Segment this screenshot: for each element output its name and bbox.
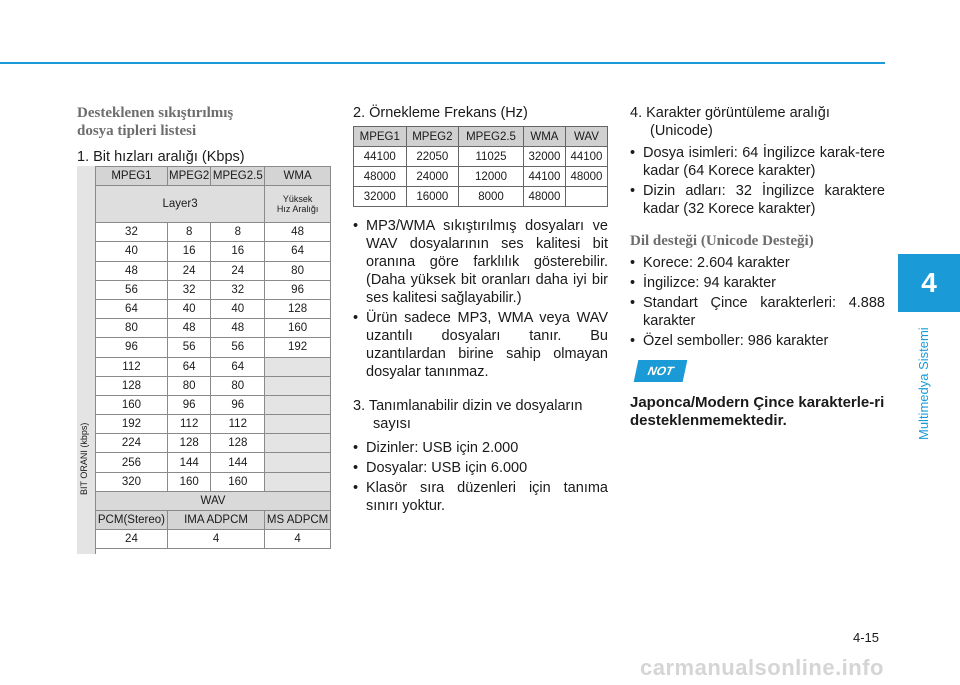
table-cell: 64	[167, 357, 211, 376]
table-cell: 24	[211, 261, 265, 280]
table-cell: 96	[265, 280, 331, 299]
frequency-table	[353, 126, 608, 207]
note-text: Japonca/Modern Çince karakterle-ri desteklenmemektedir.	[630, 394, 885, 429]
table-cell: 192	[96, 415, 168, 434]
section-heading	[77, 104, 327, 140]
table-cell: 12000	[459, 167, 524, 187]
table-header-cell: WAV	[565, 127, 607, 147]
table-cell: 24	[167, 261, 211, 280]
table-cell: 48	[211, 319, 265, 338]
language-list	[630, 254, 885, 350]
table-cell: 224	[96, 434, 168, 453]
table-cell	[265, 434, 331, 453]
wma-sub-cell	[265, 186, 331, 223]
table-cell: 80	[167, 376, 211, 395]
table-row	[96, 338, 331, 357]
table-row	[96, 395, 331, 414]
table-cell	[265, 357, 331, 376]
table-cell: 80	[211, 376, 265, 395]
table-cell: 160	[265, 319, 331, 338]
table-cell: 112	[167, 415, 211, 434]
bitrate-table-wrap	[77, 166, 331, 554]
table-cell: 128	[167, 434, 211, 453]
table-cell: 48000	[523, 187, 565, 207]
table-row	[96, 453, 331, 472]
bitrate-body	[96, 223, 331, 492]
table-cell	[265, 415, 331, 434]
item-count: 3. Tanımlanabilir dizin ve dosyaların	[353, 398, 583, 414]
table-cell	[265, 472, 331, 491]
table-cell: 80	[96, 319, 168, 338]
table-cell	[565, 187, 607, 207]
item-charset: 4. Karakter görüntüleme aralığı	[630, 105, 830, 121]
table-cell: 48	[96, 261, 168, 280]
wav-cell: WAV	[96, 491, 331, 510]
section-heading-line: dosya tipleri listesi	[77, 123, 197, 139]
table-row	[96, 299, 331, 318]
charset-list	[630, 144, 885, 218]
list-item: • Ürün sadece MP3, WMA veya WAV uzantılı dosyaları tanır. Bu uzantılardan birine sahip olmayan dosyalar tanınmaz.	[353, 309, 608, 381]
wav-value-cell: 4	[167, 530, 264, 549]
column-3	[630, 104, 885, 430]
list-item: • Korece: 2.604 karakter	[630, 254, 885, 272]
table-cell: 44100	[565, 147, 607, 167]
bitrate-table	[95, 166, 331, 549]
table-row	[96, 376, 331, 395]
top-rule	[0, 62, 885, 64]
list-item: • Özel semboller: 986 karakter	[630, 332, 885, 350]
table-header-cell: MPEG1	[96, 167, 168, 186]
bitrate-notes-list	[353, 217, 608, 381]
table-cell: 96	[211, 395, 265, 414]
table-cell: 96	[167, 395, 211, 414]
section-heading-line: Desteklenen sıkıştırılmış	[77, 105, 234, 121]
wav-header-row	[96, 511, 331, 530]
table-cell: 192	[265, 338, 331, 357]
table-cell: 16	[167, 242, 211, 261]
wav-header-cell: PCM(Stereo)	[96, 511, 168, 530]
table-cell: 112	[96, 357, 168, 376]
table-cell: 56	[96, 280, 168, 299]
table-row	[96, 434, 331, 453]
wav-value-cell: 4	[265, 530, 331, 549]
table-cell: 64	[265, 242, 331, 261]
table-row	[96, 357, 331, 376]
chapter-tab: 4	[898, 254, 960, 312]
table-cell: 128	[211, 434, 265, 453]
table-subheader-row	[96, 186, 331, 223]
item-count-cont: sayısı	[373, 416, 411, 432]
wav-values-row	[96, 530, 331, 549]
table-cell: 112	[211, 415, 265, 434]
table-cell: 56	[167, 338, 211, 357]
table-cell: 32	[167, 280, 211, 299]
table-cell: 160	[167, 472, 211, 491]
table-cell	[265, 395, 331, 414]
table-cell: 16000	[406, 187, 459, 207]
wav-header-cell: IMA ADPCM	[167, 511, 264, 530]
table-cell: 128	[96, 376, 168, 395]
table-header-cell: WMA	[265, 167, 331, 186]
table-cell: 16	[211, 242, 265, 261]
table-cell: 8	[167, 223, 211, 242]
table-cell: 44100	[354, 147, 407, 167]
list-item: • Dosyalar: USB için 6.000	[353, 459, 608, 477]
table-cell: 22050	[406, 147, 459, 167]
item-frequency: 2. Örnekleme Frekans (Hz)	[353, 105, 528, 121]
bitrate-axis-label: BIT ORANI (kbps)	[79, 422, 89, 495]
table-cell: 44100	[523, 167, 565, 187]
table-cell: 40	[96, 242, 168, 261]
table-cell: 8	[211, 223, 265, 242]
table-cell: 40	[167, 299, 211, 318]
table-header-row	[96, 167, 331, 186]
wav-row	[96, 491, 331, 510]
frequency-body	[354, 147, 608, 207]
table-header-cell: MPEG1	[354, 127, 407, 147]
list-item: • Dosya isimleri: 64 İngilizce karak-tere kadar (64 Korece karakter)	[630, 144, 885, 180]
table-row	[96, 415, 331, 434]
wav-header-cell: MS ADPCM	[265, 511, 331, 530]
table-header-cell: MPEG2	[167, 167, 211, 186]
list-item: • Dizinler: USB için 2.000	[353, 439, 608, 457]
column-2	[353, 104, 608, 517]
table-cell: 48	[265, 223, 331, 242]
table-cell: 80	[265, 261, 331, 280]
table-cell: 64	[96, 299, 168, 318]
page-number: 4-15	[853, 630, 880, 645]
list-item: • MP3/WMA sıkıştırılmış dosyaları ve WAV dosyalarının ses kalitesi bit oranına göre farklılık gösterebilir. (Daha yüksek bit oranları daha iyi bir ses kalitesi sağlayabilir.)	[353, 217, 608, 307]
table-cell: 40	[211, 299, 265, 318]
layer-cell: Layer3	[96, 186, 265, 223]
table-cell: 320	[96, 472, 168, 491]
table-row	[96, 223, 331, 242]
language-heading: Dil desteği (Unicode Desteği)	[630, 233, 814, 249]
table-row	[96, 261, 331, 280]
table-row	[96, 242, 331, 261]
table-cell: 144	[167, 453, 211, 472]
count-list	[353, 439, 608, 515]
table-cell	[265, 376, 331, 395]
wma-sub-line: Hız Aralığı	[276, 204, 319, 215]
watermark: carmanualsonline.info	[640, 655, 884, 680]
table-header-row	[354, 127, 608, 147]
list-item: • Dizin adları: 32 İngilizce karaktere kadar (32 Korece karakter)	[630, 182, 885, 218]
table-cell: 48000	[565, 167, 607, 187]
list-item: • Standart Çince karakterleri: 4.888 karakter	[630, 294, 885, 330]
item-charset-cont: (Unicode)	[650, 123, 713, 139]
table-row	[354, 147, 608, 167]
table-cell: 11025	[459, 147, 524, 167]
table-row	[96, 472, 331, 491]
wma-sub-line: Yüksek	[282, 194, 313, 205]
table-cell: 32	[96, 223, 168, 242]
table-cell: 144	[211, 453, 265, 472]
table-cell: 48000	[354, 167, 407, 187]
item-bitrate: 1. Bit hızları aralığı (Kbps)	[77, 149, 245, 165]
table-cell: 160	[96, 395, 168, 414]
table-header-cell: MPEG2.5	[459, 127, 524, 147]
table-cell: 256	[96, 453, 168, 472]
table-cell: 64	[211, 357, 265, 376]
table-cell: 8000	[459, 187, 524, 207]
wav-value-cell: 24	[96, 530, 168, 549]
column-1	[77, 104, 327, 166]
list-item: • İngilizce: 94 karakter	[630, 274, 885, 292]
table-row	[354, 167, 608, 187]
table-header-cell: MPEG2.5	[211, 167, 265, 186]
table-cell: 32	[211, 280, 265, 299]
table-row	[354, 187, 608, 207]
chapter-label: Multimedya Sistemi	[916, 327, 931, 440]
table-cell: 96	[96, 338, 168, 357]
table-cell: 24000	[406, 167, 459, 187]
note-badge: NOT	[634, 360, 688, 382]
table-cell: 48	[167, 319, 211, 338]
table-cell	[265, 453, 331, 472]
note-badge-wrap	[636, 352, 885, 394]
table-cell: 160	[211, 472, 265, 491]
table-cell: 128	[265, 299, 331, 318]
table-cell: 32000	[354, 187, 407, 207]
table-header-cell: WMA	[523, 127, 565, 147]
table-cell: 32000	[523, 147, 565, 167]
table-header-cell: MPEG2	[406, 127, 459, 147]
table-row	[96, 319, 331, 338]
table-row	[96, 280, 331, 299]
list-item: • Klasör sıra düzenleri için tanıma sınırı yoktur.	[353, 479, 608, 515]
table-cell: 56	[211, 338, 265, 357]
